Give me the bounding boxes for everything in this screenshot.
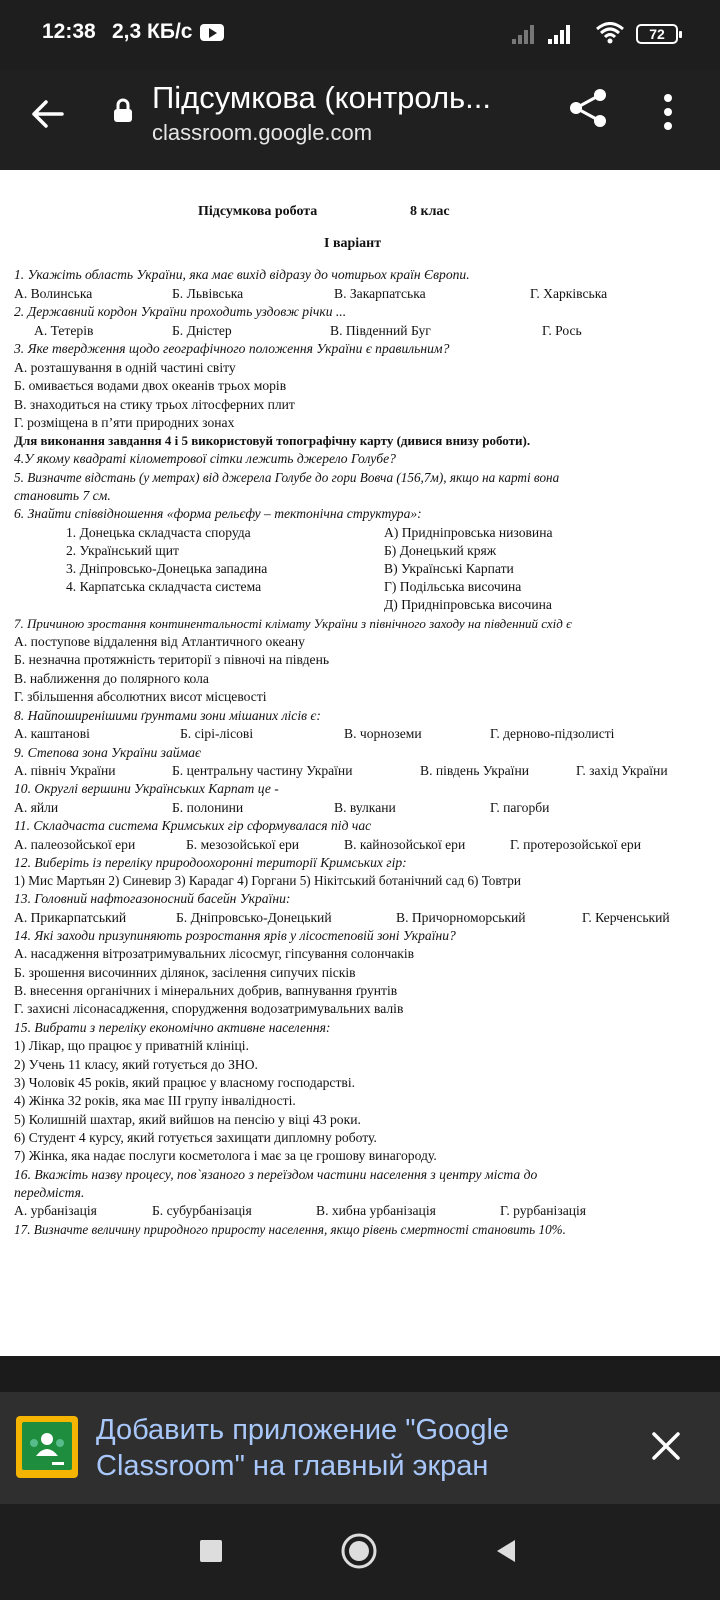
option: Б. незначна протяжність території з півночі на південь: [14, 652, 330, 667]
list-item: 2) Учень 11 класу, який готується до ЗНО.: [14, 1057, 258, 1072]
question-line: 3. Яке твердження щодо географічного положення України є правильним?: [14, 341, 450, 356]
option: Б. Дністер: [172, 323, 232, 338]
add-to-home-text[interactable]: Добавить приложение "Google Classroom" на главный экран: [96, 1414, 510, 1482]
wifi-icon: [596, 22, 624, 44]
question-line: 4.У якому квадраті кілометрової сітки лежить джерело Голубе?: [14, 451, 396, 466]
lock-icon: [112, 98, 134, 122]
battery-icon: 72: [636, 24, 678, 44]
system-nav-bar: [0, 1504, 720, 1600]
match-left-item: 2. Український щит: [66, 543, 179, 558]
google-classroom-logo-icon: [16, 1416, 78, 1478]
option: Г. Харківська: [530, 286, 608, 301]
option: Б. зрошення височинних ділянок, засілення сипучих пісків: [14, 965, 356, 980]
question-line: 10. Округлі вершини Українських Карпат це -: [14, 781, 279, 796]
match-right-item: А) Придніпровська низовина: [384, 525, 553, 540]
question-line: 5. Визначте відстань (у метрах) від джерела Голубе до гори Вовча (156,7м), якщо на карті вона: [14, 470, 560, 485]
instruction-line: Для виконання завдання 4 і 5 використовуй топографічну карту (дивися внизу роботи).: [14, 433, 531, 448]
option: А. північ України: [14, 763, 116, 778]
network-speed: 2,3 КБ/с: [112, 20, 193, 43]
option: Б. полонини: [172, 800, 244, 815]
share-icon[interactable]: [566, 86, 610, 130]
match-left-item: 1. Донецька складчаста споруда: [66, 525, 251, 540]
option: В. Причорноморський: [396, 910, 526, 925]
option: В. вулкани: [334, 800, 396, 815]
question-line: передмістя.: [14, 1185, 85, 1200]
browser-app-bar: [0, 70, 720, 170]
status-bar: [0, 0, 720, 70]
question-line: 15. Вибрати з переліку економічно активне населення:: [14, 1020, 331, 1035]
option: Г. дерново-підзолисті: [490, 726, 615, 741]
option: А. урбанізація: [14, 1203, 97, 1218]
option: А. Тетерів: [34, 323, 94, 338]
option: Г. захисні лісонасадження, спорудження водозатримувальних валів: [14, 1001, 404, 1016]
list-item: 6) Студент 4 курсу, який готується захищати дипломну роботу.: [14, 1130, 377, 1145]
option: Б. сірі-лісові: [180, 726, 254, 741]
option: А. поступове віддалення від Атлантичного океану: [14, 634, 305, 649]
document-page[interactable]: [0, 170, 720, 1356]
option: А. розташування в одній частині світу: [14, 360, 236, 375]
option: Г. Рось: [542, 323, 582, 338]
option: А. яйли: [14, 800, 59, 815]
doc-variant: І варіант: [324, 236, 382, 251]
option: Б. мезозойської ери: [186, 837, 300, 852]
option: В. внесення органічних і мінеральних добрив, вапнування ґрунтів: [14, 983, 398, 998]
status-time: 12:38: [42, 20, 96, 43]
question-line: 11. Складчаста система Кримських гір сформувалася під час: [14, 818, 372, 833]
option: А. насадження вітрозатримувальних лісосмуг, гіпсування солончаків: [14, 946, 415, 961]
option: А. каштанові: [14, 726, 90, 741]
match-left-item: 4. Карпатська складчаста система: [66, 579, 262, 594]
option: В. наближення до полярного кола: [14, 671, 209, 686]
page-divider: [0, 1356, 720, 1392]
match-left-item: 3. Дніпровсько-Донецька западина: [66, 561, 268, 576]
back-arrow-icon[interactable]: [28, 94, 68, 134]
option: В. Південний Буг: [330, 323, 431, 338]
list-item: 5) Колишній шахтар, який вийшов на пенсію у віці 43 роки.: [14, 1112, 361, 1127]
option: Г. рурбанізація: [500, 1203, 587, 1218]
option: В. хибна урбанізація: [316, 1203, 436, 1218]
list-item: 1) Лікар, що працює у приватній клініці.: [14, 1038, 249, 1053]
signal-2-icon: [548, 22, 574, 44]
option: В. кайнозойської ери: [344, 837, 466, 852]
question-line: 7. Причиною зростання континентальності клімату України з північного заходу на південний схід є: [14, 616, 572, 631]
option: Г. пагорби: [490, 800, 550, 815]
home-circle-icon[interactable]: [340, 1532, 378, 1570]
youtube-notification-icon: [200, 24, 224, 41]
recents-square-icon[interactable]: [200, 1540, 222, 1562]
option: В. знаходиться на стику трьох літосферних плит: [14, 397, 295, 412]
question-line: 16. Вкажіть назву процесу, пов`язаного з переїздом частини населення з центру міста до: [14, 1167, 538, 1182]
option: Б. Львівська: [172, 286, 244, 301]
more-vert-icon[interactable]: [658, 92, 678, 132]
page-url: classroom.google.com: [152, 120, 373, 145]
option: Г. Керченський: [582, 910, 670, 925]
list-item: 3) Чоловік 45 років, який працює у власному господарстві.: [14, 1075, 356, 1090]
question-line: 8. Найпоширенішими ґрунтами зони мішаних лісів є:: [14, 708, 321, 723]
match-right-item: Б) Донецький кряж: [384, 543, 497, 558]
option: В. Закарпатська: [334, 286, 426, 301]
page-title: Підсумкова (контроль...: [152, 80, 492, 115]
question-line: 9. Степова зона України займає: [14, 745, 201, 760]
question-line: 17. Визначте величину природного приросту населення, якщо рівень смертності становить 10%.: [14, 1222, 566, 1237]
question-line: 12. Виберіть із переліку природоохоронні території Кримських гір:: [14, 855, 407, 870]
option: В. південь України: [420, 763, 530, 778]
option: Г. протерозойської ери: [510, 837, 641, 852]
question-line: становить 7 см.: [14, 488, 111, 503]
close-icon[interactable]: [648, 1428, 684, 1464]
option: В. чорноземи: [344, 726, 422, 741]
doc-header-title: Підсумкова робота: [198, 204, 318, 219]
back-triangle-icon[interactable]: [495, 1538, 517, 1564]
match-right-item: В) Українські Карпати: [384, 561, 514, 576]
signal-1-icon: [512, 22, 538, 44]
option: А. Прикарпатський: [14, 910, 127, 925]
option: Г. розміщена в п’яти природних зонах: [14, 415, 235, 430]
question-line: 14. Які заходи призупиняють розростання ярів у лісостеповій зоні України?: [14, 928, 456, 943]
question-line: 13. Головний нафтогазоносний басейн України:: [14, 891, 291, 906]
option: Б. центральну частину України: [172, 763, 353, 778]
option: Б. омивається водами двох океанів трьох морів: [14, 378, 287, 393]
doc-header-grade: 8 клас: [410, 204, 450, 219]
option: Г. збільшення абсолютних висот місцевості: [14, 689, 267, 704]
list-item: 7) Жінка, яка надає послуги косметолога і має за це грошову винагороду.: [14, 1148, 437, 1163]
question-line: 2. Державний кордон України проходить уздовж річки ...: [14, 304, 347, 319]
option: Г. захід України: [576, 763, 668, 778]
list-item: 4) Жінка 32 років, яка має ІІІ групу інвалідності.: [14, 1093, 296, 1108]
match-right-item: Д) Придніпровська височина: [384, 597, 552, 612]
option: А. палеозойської ери: [14, 837, 136, 852]
add-to-home-banner[interactable]: [0, 1392, 720, 1504]
question-line: 1. Укажіть область України, яка має вихід відразу до чотирьох країн Європи.: [14, 267, 470, 282]
option: Б. субурбанізація: [152, 1203, 252, 1218]
option: А. Волинська: [14, 286, 93, 301]
option: Б. Дніпровсько-Донецький: [176, 910, 332, 925]
match-right-item: Г) Подільська височина: [384, 579, 522, 594]
option: 1) Мис Мартьян 2) Синевир 3) Карадаг 4) Горгани 5) Нікітський ботанічний сад 6) Товтри: [14, 873, 521, 888]
question-line: 6. Знайти співвідношення «форма рельєфу – тектонічна структура»:: [14, 506, 422, 521]
